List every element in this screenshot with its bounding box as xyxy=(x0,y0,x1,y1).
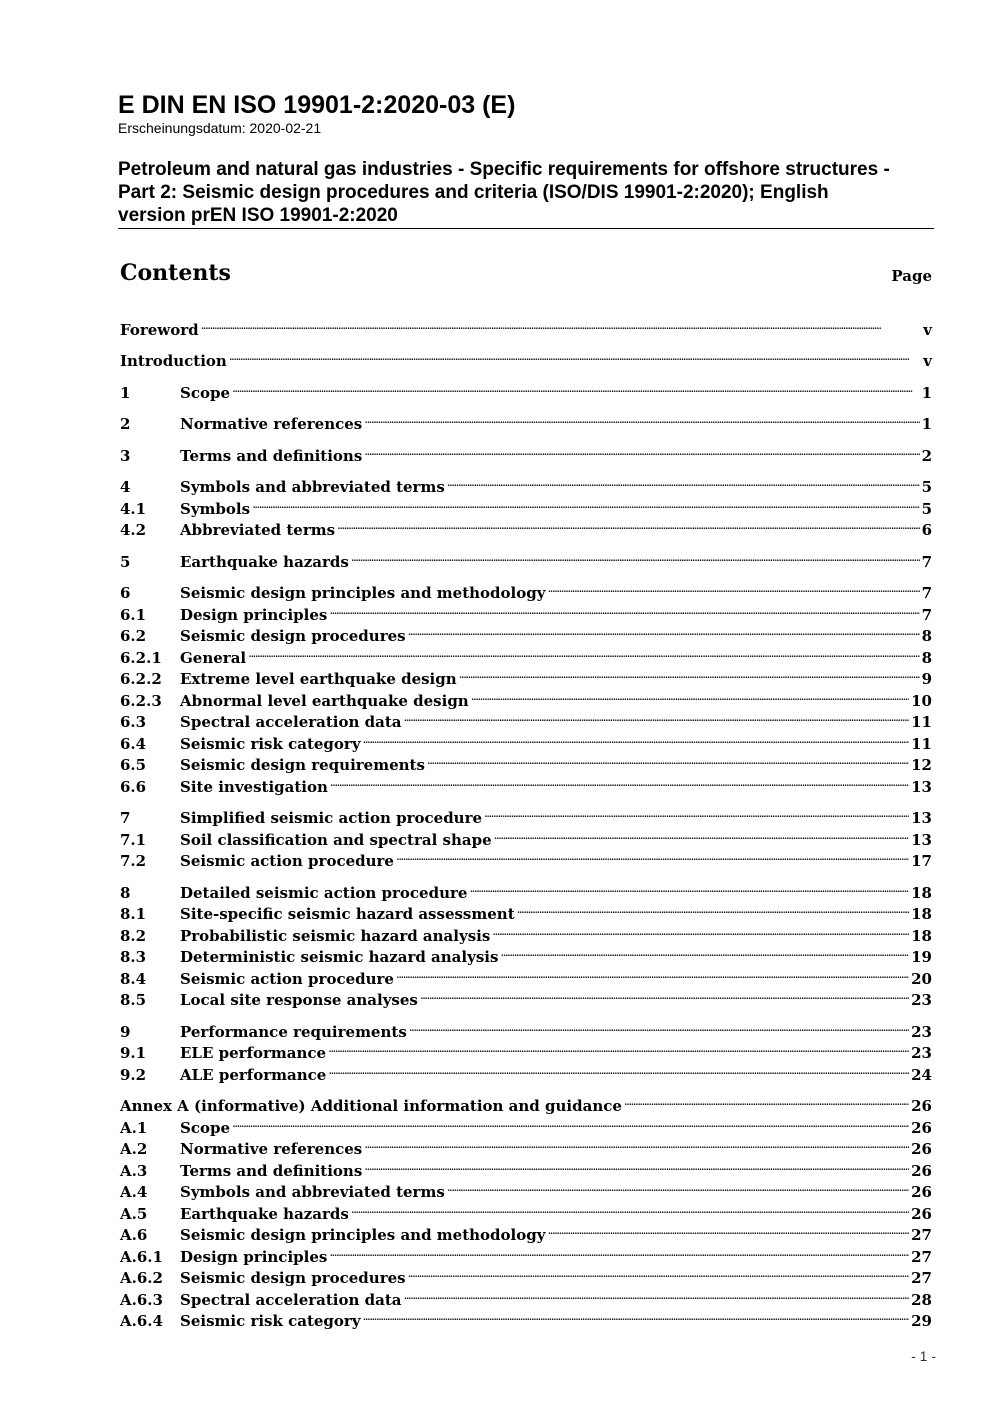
toc-entry-page: 2 xyxy=(921,446,932,465)
toc-entry-page: v xyxy=(923,352,932,370)
toc-entry-title: Detailed seismic action procedure xyxy=(180,883,468,902)
header-divider xyxy=(118,228,934,229)
toc-entry-title: Seismic design principles and methodology xyxy=(180,584,546,602)
toc-entry-number: 8.4 xyxy=(120,969,147,988)
toc-entry-number: 9.2 xyxy=(120,1065,147,1084)
toc-entry-number: A.6.2 xyxy=(120,1269,163,1287)
toc-dot-leader xyxy=(403,706,909,728)
toc-dot-leader xyxy=(471,684,909,706)
document-title-line: Petroleum and natural gas industries - Specific requirements for offshore structures - xyxy=(118,159,890,180)
toc-dot-leader xyxy=(232,376,920,398)
toc-entry-title: Spectral acceleration data xyxy=(180,713,402,731)
toc-entry[interactable] xyxy=(120,577,932,602)
toc-entry-title: Normative references xyxy=(180,415,363,433)
toc-entry-number: 7 xyxy=(120,809,131,827)
toc-dot-leader xyxy=(329,1240,909,1262)
toc-entry-page: 7 xyxy=(921,552,932,571)
toc-entry-number: 8.1 xyxy=(120,905,147,923)
toc-entry-page: v xyxy=(923,320,932,339)
toc-dot-leader xyxy=(364,1133,909,1155)
toc-entry[interactable] xyxy=(120,408,932,433)
toc-entry-title: Earthquake hazards xyxy=(180,552,349,571)
toc-entry-title: Scope xyxy=(180,1118,231,1137)
toc-dot-leader xyxy=(201,313,922,335)
toc-entry-number: 6.4 xyxy=(120,734,147,753)
toc-entry-number: 4 xyxy=(120,478,131,496)
toc-dot-leader xyxy=(517,898,910,920)
toc-entry[interactable] xyxy=(120,1133,932,1158)
toc-entry-title: Abnormal level earthquake design xyxy=(180,691,469,710)
toc-entry-number: 7.2 xyxy=(120,852,147,870)
toc-entry-title: Site investigation xyxy=(180,777,328,796)
toc-entry-title: Seismic design procedures xyxy=(180,1269,406,1287)
toc-dot-leader xyxy=(492,919,909,941)
toc-entry-title: Terms and definitions xyxy=(180,446,363,465)
toc-entry-page: 17 xyxy=(911,852,932,870)
toc-entry-page: 18 xyxy=(911,883,932,902)
document-header xyxy=(118,90,934,227)
toc-dot-leader xyxy=(232,1111,909,1133)
toc-dot-leader xyxy=(252,492,920,514)
toc-dot-leader xyxy=(420,984,909,1006)
toc-entry-page: 13 xyxy=(911,830,932,849)
toc-entry-number: 6.2.1 xyxy=(120,648,162,667)
toc-dot-leader xyxy=(363,727,910,749)
toc-dot-leader xyxy=(396,962,909,984)
toc-entry-title: Scope xyxy=(180,383,231,402)
contents-heading: Contents xyxy=(120,260,231,286)
toc-entry-title: Abbreviated terms xyxy=(180,521,336,539)
toc-entry-number: A.6 xyxy=(120,1226,148,1244)
document-title xyxy=(118,158,934,227)
toc-entry-number: A.3 xyxy=(120,1161,148,1180)
toc-entry-page: 11 xyxy=(911,713,932,731)
toc-entry-page: 8 xyxy=(921,648,932,667)
toc-entry-page: 27 xyxy=(911,1269,932,1287)
toc-dot-leader xyxy=(328,1058,909,1080)
toc-entry-number: 8 xyxy=(120,883,131,902)
toc-dot-leader xyxy=(364,408,919,430)
toc-entry-number: 9.1 xyxy=(120,1044,147,1062)
toc-entry-page: 6 xyxy=(921,521,932,539)
toc-dot-leader xyxy=(547,577,919,599)
toc-entry-title: Local site response analyses xyxy=(180,991,418,1009)
toc-entry-title: Seismic design procedures xyxy=(180,627,406,645)
toc-dot-leader xyxy=(364,1154,909,1176)
toc-entry-title: Introduction xyxy=(120,352,227,370)
toc-entry-title: Performance requirements xyxy=(180,1022,407,1041)
toc-dot-leader xyxy=(363,1305,910,1327)
toc-entry-page: 1 xyxy=(921,383,932,402)
toc-entry-title: Site-specific seismic hazard assessment xyxy=(180,905,515,923)
toc-dot-leader xyxy=(427,749,909,771)
toc-entry-number: 1 xyxy=(120,383,131,402)
toc-entry-page: 13 xyxy=(911,777,932,796)
toc-entry-number: A.4 xyxy=(120,1183,148,1201)
toc-entry-page: 5 xyxy=(921,478,932,496)
toc-entry-page: 12 xyxy=(911,756,932,774)
toc-entry-page: 26 xyxy=(911,1183,932,1201)
toc-entry-page: 23 xyxy=(911,991,932,1009)
toc-entry-title: Deterministic seismic hazard analysis xyxy=(180,948,499,966)
toc-dot-leader xyxy=(329,598,919,620)
toc-entry-number: A.6.3 xyxy=(120,1290,163,1309)
page-number: - 1 - xyxy=(911,1348,936,1364)
toc-entry-number: A.1 xyxy=(120,1118,148,1137)
toc-entry-number: 6.6 xyxy=(120,777,147,796)
toc-entry-page: 7 xyxy=(921,605,932,624)
toc-entry-page: 27 xyxy=(911,1247,932,1266)
toc-entry-page: 23 xyxy=(911,1022,932,1041)
toc-dot-leader xyxy=(364,439,919,461)
toc-dot-leader xyxy=(447,471,920,493)
toc-dot-leader xyxy=(469,876,909,898)
toc-dot-leader xyxy=(408,1262,910,1284)
toc-entry-page: 29 xyxy=(911,1312,932,1330)
page-column-label: Page xyxy=(891,267,932,285)
toc-dot-leader xyxy=(484,802,909,824)
toc-entry-title: Terms and definitions xyxy=(180,1161,363,1180)
toc-entry-page: 9 xyxy=(921,670,932,688)
toc-entry-page: 26 xyxy=(911,1140,932,1158)
toc-entry-page: 28 xyxy=(911,1290,932,1309)
toc-dot-leader xyxy=(337,514,919,536)
toc-entry[interactable] xyxy=(120,313,932,339)
toc-entry[interactable] xyxy=(120,376,932,402)
toc-entry-number: 3 xyxy=(120,446,131,465)
toc-entry-page: 5 xyxy=(921,499,932,518)
toc-entry-page: 26 xyxy=(911,1161,932,1180)
toc-entry-title: Simplified seismic action procedure xyxy=(180,809,483,827)
toc-dot-leader xyxy=(447,1176,909,1198)
toc-dot-leader xyxy=(459,663,920,685)
toc-dot-leader xyxy=(351,1197,909,1219)
toc-dot-leader xyxy=(248,641,919,663)
toc-entry[interactable] xyxy=(120,1015,932,1041)
toc-entry-title: Extreme level earthquake design xyxy=(180,670,457,688)
toc-entry-title: Design principles xyxy=(180,1247,328,1266)
toc-entry-number: A.5 xyxy=(120,1204,148,1223)
toc-entry-title: Symbols and abbreviated terms xyxy=(180,1183,445,1201)
toc-entry[interactable] xyxy=(120,439,932,465)
toc-entry-number: 6.1 xyxy=(120,605,147,624)
toc-entry-page: 26 xyxy=(911,1118,932,1137)
toc-entry-number: 4.1 xyxy=(120,499,147,518)
toc-entry-number: 8.3 xyxy=(120,948,147,966)
toc-entry-number: 6.2.3 xyxy=(120,691,162,710)
toc-entry-number: 6.2 xyxy=(120,627,147,645)
toc-entry-title: General xyxy=(180,648,247,667)
toc-entry-number: 4.2 xyxy=(120,521,147,539)
toc-entry-title: Normative references xyxy=(180,1140,363,1158)
toc-entry-title: Earthquake hazards xyxy=(180,1204,349,1223)
toc-entry-page: 23 xyxy=(911,1044,932,1062)
toc-entry-title: Design principles xyxy=(180,605,328,624)
toc-entry-page: 26 xyxy=(911,1204,932,1223)
toc-entry[interactable] xyxy=(120,471,932,496)
toc-entry-title: ELE performance xyxy=(180,1044,327,1062)
document-title-line: Part 2: Seismic design procedures and criteria (ISO/DIS 19901-2:2020); English xyxy=(118,182,829,203)
toc-entry-number: 7.1 xyxy=(120,830,147,849)
toc-dot-leader xyxy=(403,1283,909,1305)
toc-entry-title: ALE performance xyxy=(180,1065,327,1084)
table-of-contents xyxy=(120,313,932,1330)
toc-entry-title: Soil classification and spectral shape xyxy=(180,830,492,849)
toc-entry-number: 6 xyxy=(120,584,131,602)
toc-entry-number: A.6.4 xyxy=(120,1312,163,1330)
toc-entry-number: A.2 xyxy=(120,1140,148,1158)
toc-entry-title: Foreword xyxy=(120,320,199,339)
toc-dot-leader xyxy=(351,545,920,567)
toc-entry-page: 10 xyxy=(911,691,932,710)
toc-entry-page: 1 xyxy=(921,415,932,433)
toc-entry-number: 2 xyxy=(120,415,131,433)
toc-dot-leader xyxy=(408,620,920,642)
toc-entry-title: Seismic risk category xyxy=(180,1312,361,1330)
toc-entry-page: 20 xyxy=(911,969,932,988)
toc-entry-title: Spectral acceleration data xyxy=(180,1290,402,1309)
toc-entry-page: 27 xyxy=(911,1226,932,1244)
toc-entry-page: 13 xyxy=(911,809,932,827)
toc-entry-title: Annex A (informative) Additional information and guidance xyxy=(120,1097,622,1115)
toc-dot-leader xyxy=(624,1090,909,1112)
toc-entry-title: Seismic risk category xyxy=(180,734,361,753)
toc-dot-leader xyxy=(494,823,909,845)
toc-entry-page: 7 xyxy=(921,584,932,602)
toc-entry-title: Probabilistic seismic hazard analysis xyxy=(180,926,491,945)
toc-entry-page: 26 xyxy=(911,1097,932,1115)
toc-entry[interactable] xyxy=(120,345,932,370)
toc-dot-leader xyxy=(547,1219,909,1241)
toc-entry-number: 6.3 xyxy=(120,713,147,731)
toc-entry-page: 11 xyxy=(911,734,932,753)
toc-dot-leader xyxy=(229,345,921,367)
toc-entry-number: 9 xyxy=(120,1022,131,1041)
toc-entry-page: 18 xyxy=(911,905,932,923)
toc-dot-leader xyxy=(409,1015,909,1037)
document-id: E DIN EN ISO 19901-2:2020-03 (E) xyxy=(118,91,516,119)
toc-entry-title: Seismic design principles and methodology xyxy=(180,1226,546,1244)
toc-entry-title: Symbols xyxy=(180,499,251,518)
toc-entry-page: 19 xyxy=(911,948,932,966)
toc-entry-title: Symbols and abbreviated terms xyxy=(180,478,445,496)
toc-dot-leader xyxy=(500,941,909,963)
toc-dot-leader xyxy=(328,1037,909,1059)
toc-entry-page: 24 xyxy=(911,1065,932,1084)
toc-entry[interactable] xyxy=(120,1090,932,1115)
document-title-line: version prEN ISO 19901-2:2020 xyxy=(118,205,398,226)
toc-entry-title: Seismic design requirements xyxy=(180,756,425,774)
toc-entry[interactable] xyxy=(120,1111,932,1137)
toc-entry-number: A.6.1 xyxy=(120,1247,163,1266)
toc-entry-number: 5 xyxy=(120,552,131,571)
publication-date: Erscheinungsdatum: 2020-02-21 xyxy=(118,120,322,136)
toc-entry-number: 8.2 xyxy=(120,926,147,945)
toc-entry-title: Seismic action procedure xyxy=(180,852,394,870)
toc-entry-number: 8.5 xyxy=(120,991,147,1009)
toc-dot-leader xyxy=(396,845,909,867)
toc-entry-number: 6.5 xyxy=(120,756,147,774)
toc-entry-title: Seismic action procedure xyxy=(180,969,394,988)
toc-entry[interactable] xyxy=(120,876,932,902)
toc-entry-page: 8 xyxy=(921,627,932,645)
toc-entry-number: 6.2.2 xyxy=(120,670,162,688)
toc-entry-page: 18 xyxy=(911,926,932,945)
toc-entry[interactable] xyxy=(120,545,932,571)
toc-entry[interactable] xyxy=(120,802,932,827)
toc-dot-leader xyxy=(330,770,909,792)
